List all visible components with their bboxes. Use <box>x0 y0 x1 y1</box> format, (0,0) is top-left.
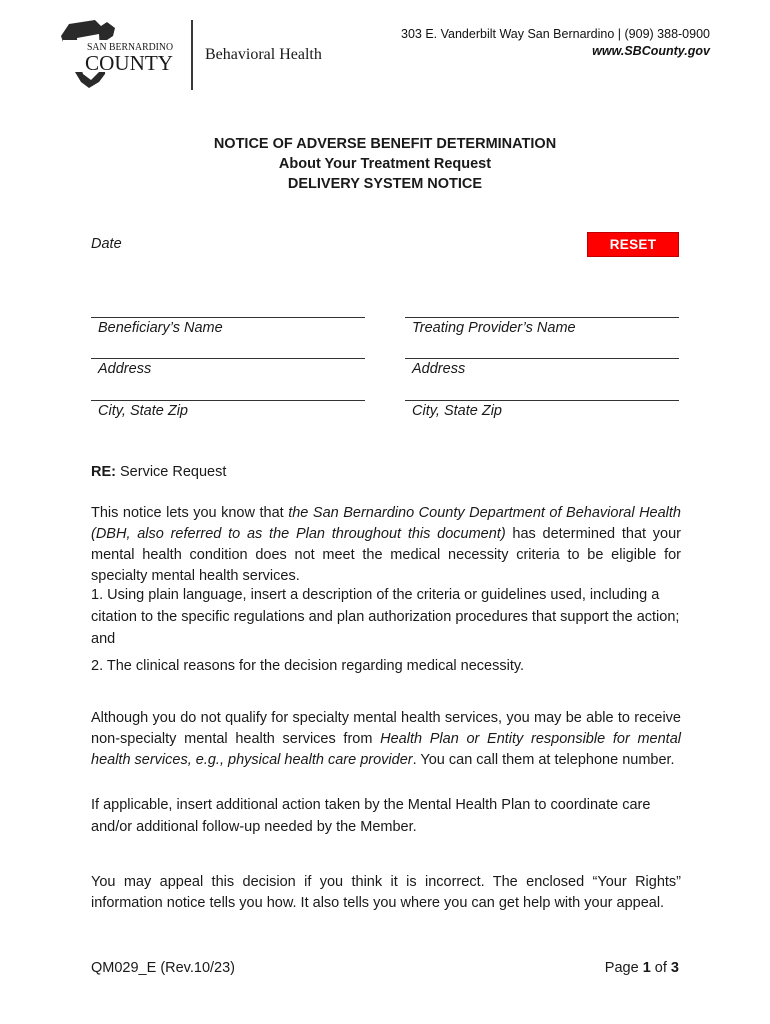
beneficiary-name-field[interactable] <box>91 317 365 318</box>
provider-address-label: Address <box>412 361 466 377</box>
paragraph-determination <box>91 503 681 587</box>
date-label: Date <box>91 236 122 252</box>
re-text: Service Request <box>115 464 227 480</box>
header-address: 303 E. Vanderbilt Way San Bernardino | (909) 388-0900 <box>401 27 710 41</box>
p1-text-c: has determined that your mental health condition does not meet the medical necessity criteria to be eligible for specialty mental health services. <box>91 526 681 584</box>
page-number <box>605 960 679 976</box>
beneficiary-city-label: City, State Zip <box>98 403 188 419</box>
beneficiary-name-label: Beneficiary’s Name <box>98 320 223 336</box>
reset-button[interactable]: RESET <box>587 232 679 257</box>
page-total: 3 <box>670 960 679 976</box>
paragraph-appeal: You may appeal this decision if you think it is incorrect. The enclosed “Your Rights” information notice tells you how. It also tells you where you can get help with your appeal. <box>91 874 681 911</box>
re-line <box>91 462 681 483</box>
re-label: RE: <box>91 464 116 480</box>
p2-text-c: . You can call them at telephone number. <box>412 752 675 768</box>
notice-subtitle: About Your Treatment Request <box>278 156 492 172</box>
page-prefix: Page <box>604 960 643 976</box>
beneficiary-address-field[interactable] <box>91 358 365 359</box>
provider-name-field[interactable] <box>405 317 679 318</box>
notice-system-title: DELIVERY SYSTEM NOTICE <box>287 176 483 192</box>
p2-text-a: Although you do not qualify for specialty mental health services, you may be able to receive non-specialty mental health services from <box>91 710 681 747</box>
form-code: QM029_E (Rev.10/23) <box>91 960 235 976</box>
notice-title: NOTICE OF ADVERSE BENEFIT DETERMINATION <box>213 136 557 152</box>
provider-city-label: City, State Zip <box>412 403 502 419</box>
instruction-note-2[interactable]: 2. The clinical reasons for the decision regarding medical necessity. <box>91 658 525 674</box>
beneficiary-city-field[interactable] <box>91 400 365 401</box>
provider-city-field[interactable] <box>405 400 679 401</box>
header-website[interactable]: www.SBCounty.gov <box>592 44 710 58</box>
p2-text-entity: Health Plan or Entity responsible for mental health services, e.g., physical health care provider <box>91 731 681 768</box>
header-divider <box>191 20 193 90</box>
instruction-note-3[interactable]: If applicable, insert additional action taken by the Mental Health Plan to coordinate care and/or additional follow-up needed by the Member. <box>91 797 651 835</box>
county-logo <box>55 18 175 90</box>
provider-name-label: Treating Provider’s Name <box>412 320 576 336</box>
p1-text-a: This notice lets you know that <box>91 505 289 521</box>
department-name: Behavioral Health <box>205 46 322 63</box>
page-current: 1 <box>642 960 651 976</box>
paragraph-non-specialty <box>91 708 681 771</box>
instruction-note-1[interactable]: 1. Using plain language, insert a description of the criteria or guidelines used, including a citation to the specific regulations and plan authorization procedures that support the action; and <box>91 587 680 647</box>
logo-line2: COUNTY <box>85 51 173 75</box>
page-of: of <box>650 960 671 976</box>
logo-line1: SAN BERNARDINO <box>87 42 173 53</box>
provider-address-field[interactable] <box>405 358 679 359</box>
p1-text-plan: the San Bernardino County Department of Behavioral Health (DBH, also referred to as the Plan throughout this document) <box>91 505 681 542</box>
beneficiary-address-label: Address <box>98 361 152 377</box>
